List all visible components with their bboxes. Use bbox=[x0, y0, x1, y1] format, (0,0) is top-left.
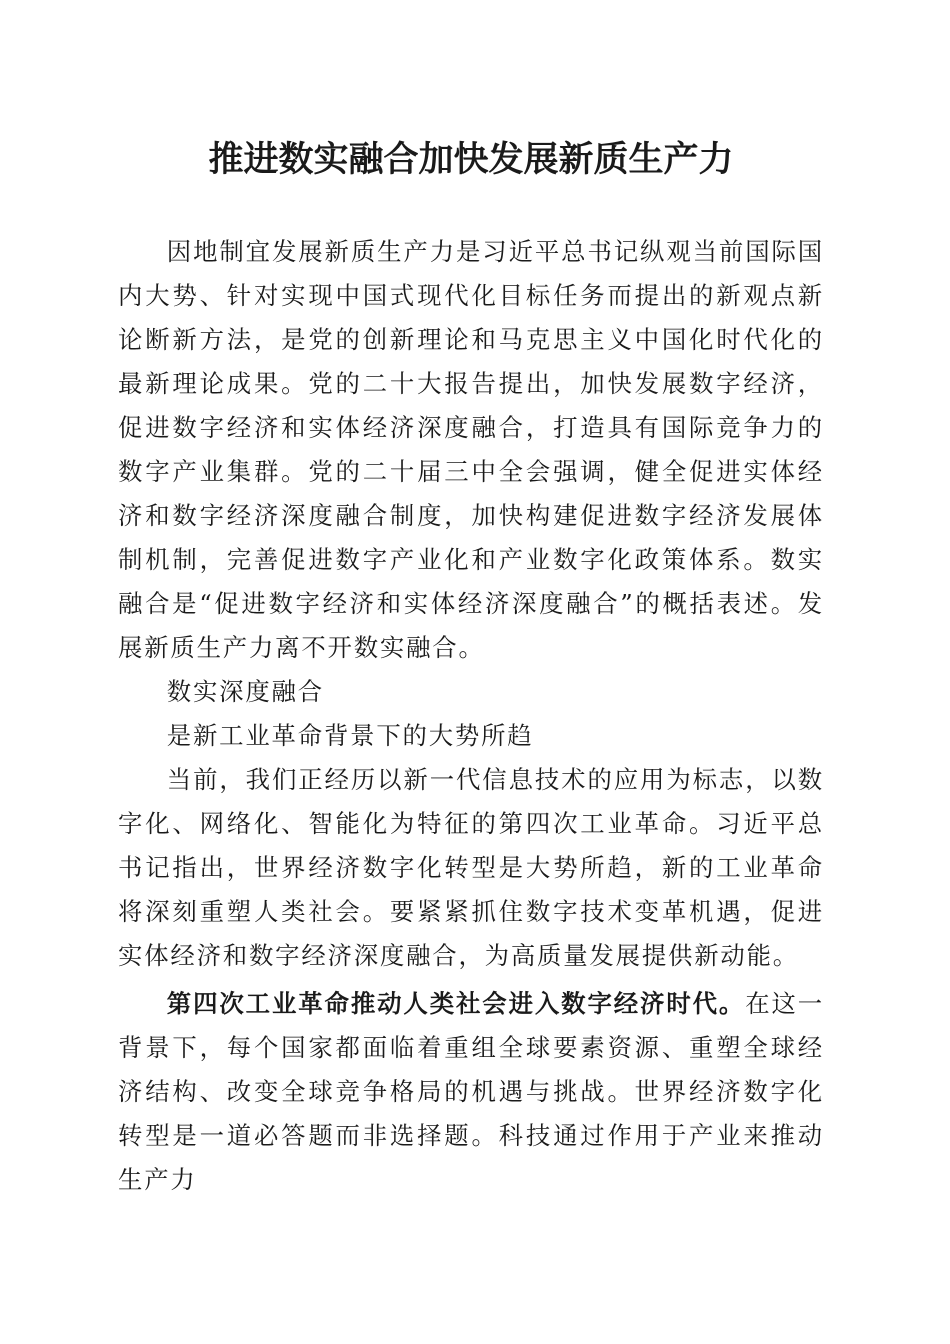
paragraph-intro: 因地制宜发展新质生产力是习近平总书记纵观当前国际国内大势、针对实现中国式现代化目标任务而提出的新观点新论断新方法，是党的创新理论和马克思主义中国化时代化的最新理论成果。党的二十大报告提出，加快发展数字经济，促进数字经济和实体经济深度融合，打造具有国际竞争力的数字产业集群。党的二十届三中全会强调，健全促进实体经济和数字经济深度融合制度，加快构建促进数字经济发展体制机制，完善促进数字产业化和产业数字化政策体系。数实融合是“促进数字经济和实体经济深度融合”的概括表述。发展新质生产力离不开数实融合。 bbox=[118, 237, 824, 662]
paragraph-current: 当前，我们正经历以新一代信息技术的应用为标志，以数字化、网络化、智能化为特征的第四次工业革命。习近平总书记指出，世界经济数字化转型是大势所趋，新的工业革命将深刻重塑人类社会。要紧紧抓住数字技术变革机遇，促进实体经济和数字经济深度融合，为高质量发展提供新动能。 bbox=[118, 765, 824, 970]
paragraph-lead-sentence: 第四次工业革命推动人类社会进入数字经济时代。 bbox=[166, 989, 746, 1018]
section-heading-line-1: 数实深度融合 bbox=[166, 677, 324, 706]
section-heading-line-2: 是新工业革命背景下的大势所趋 bbox=[166, 721, 534, 750]
document-title: 推进数实融合加快发展新质生产力 bbox=[208, 139, 734, 180]
document-body bbox=[118, 230, 824, 1202]
paragraph-fourth-revolution bbox=[118, 982, 824, 1202]
paragraph-continuation: 在这一背景下，每个国家都面临着重组全球要素资源、重塑全球经济结构、改变全球竞争格局的机遇与挑战。世界经济数字化转型是一道必答题而非选择题。科技通过作用于产业来推动生产力 bbox=[118, 989, 824, 1194]
